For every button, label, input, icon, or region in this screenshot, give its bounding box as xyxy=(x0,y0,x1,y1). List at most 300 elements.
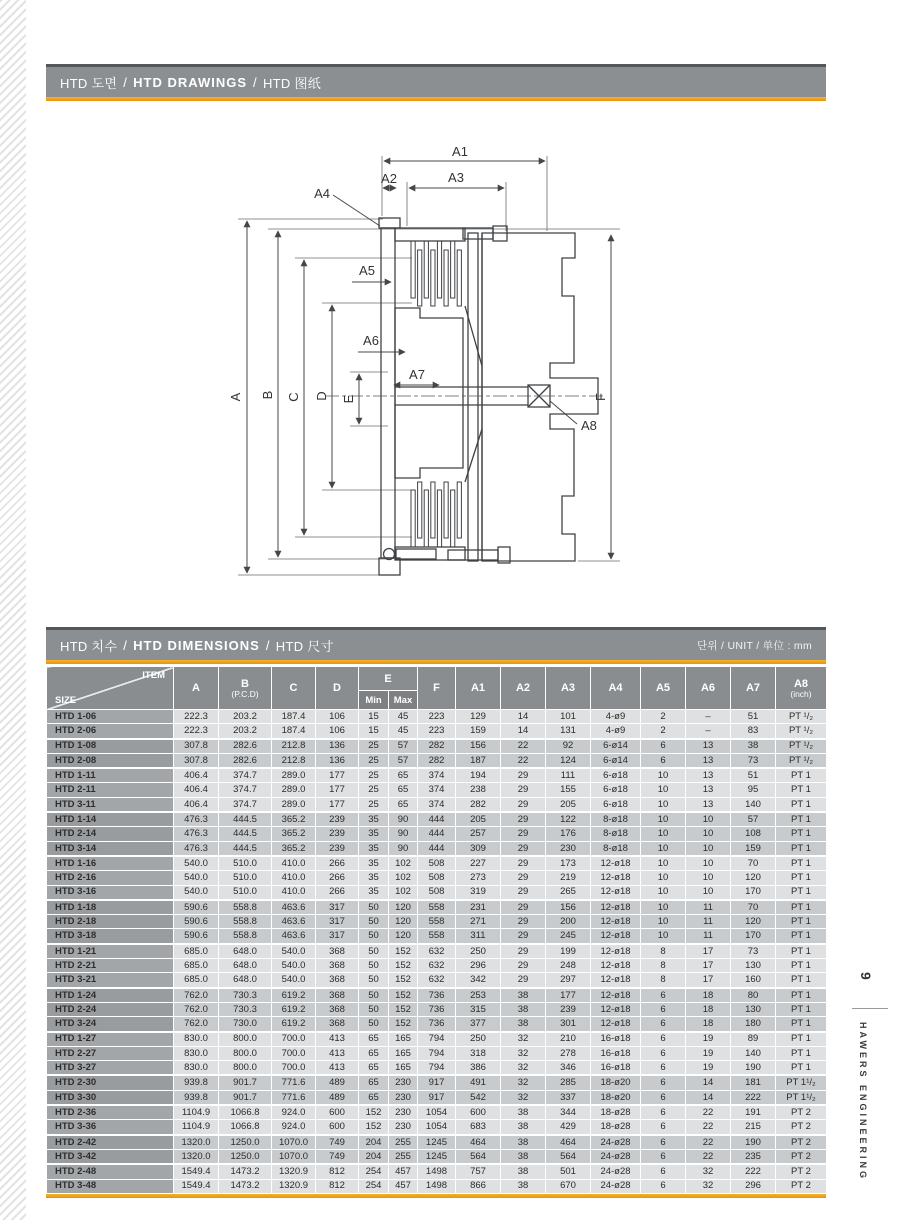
row-value-cell: 159 xyxy=(731,841,776,856)
row-value-cell: 222 xyxy=(731,1090,776,1105)
table-row xyxy=(47,871,827,885)
row-value-cell: 1473.2 xyxy=(219,1179,272,1193)
row-value-cell: 10 xyxy=(641,856,686,871)
separator: / xyxy=(265,637,270,653)
row-value-cell: 32 xyxy=(686,1164,731,1179)
row-value-cell: 917 xyxy=(418,1090,456,1105)
row-value-cell: 6 xyxy=(641,1105,686,1120)
row-value-cell: 165 xyxy=(389,1032,418,1047)
row-value-cell: 540.0 xyxy=(174,885,219,900)
dim-label-a1: A1 xyxy=(452,144,468,159)
row-value-cell: 140 xyxy=(731,797,776,812)
row-value-cell: 14 xyxy=(501,710,546,724)
row-value-cell: 203.2 xyxy=(219,710,272,724)
drawings-title-english: HTD DRAWINGS xyxy=(133,74,248,90)
row-value-cell: 32 xyxy=(501,1090,546,1105)
row-value-cell: 122 xyxy=(546,812,591,827)
row-value-cell: 307.8 xyxy=(174,739,219,754)
row-value-cell: 6 xyxy=(641,1075,686,1090)
row-value-cell: 24-ø28 xyxy=(591,1149,641,1164)
drawings-title-korean: HTD 도면 xyxy=(60,75,118,91)
row-size-label: HTD 1-21 xyxy=(47,944,174,959)
row-value-cell: PT 2 xyxy=(776,1179,827,1193)
dim-label-a6: A6 xyxy=(363,333,379,348)
row-value-cell: 13 xyxy=(686,753,731,768)
row-value-cell: PT 1 xyxy=(776,988,827,1003)
row-value-cell: 152 xyxy=(359,1105,389,1120)
row-value-cell: 130 xyxy=(731,959,776,973)
row-value-cell: 12-ø18 xyxy=(591,900,641,915)
table-row xyxy=(47,841,827,856)
table-row xyxy=(47,827,827,841)
row-value-cell: 464 xyxy=(546,1135,591,1150)
row-value-cell: 10 xyxy=(686,871,731,885)
row-value-cell: PT 1 xyxy=(776,871,827,885)
row-size-label: HTD 2-48 xyxy=(47,1164,174,1179)
row-value-cell: 19 xyxy=(686,1061,731,1076)
row-value-cell: 155 xyxy=(546,783,591,797)
separator: / xyxy=(123,637,128,653)
row-size-label: HTD 3-14 xyxy=(47,841,174,856)
row-value-cell: 29 xyxy=(501,768,546,783)
row-value-cell: 10 xyxy=(641,812,686,827)
row-value-cell: 29 xyxy=(501,827,546,841)
row-value-cell: 14 xyxy=(686,1075,731,1090)
row-value-cell: 6-ø18 xyxy=(591,783,641,797)
row-value-cell: 318 xyxy=(456,1046,501,1060)
table-row xyxy=(47,885,827,900)
row-value-cell: 38 xyxy=(501,1149,546,1164)
row-value-cell: 222.3 xyxy=(174,710,219,724)
row-value-cell: PT 1 xyxy=(776,1002,827,1016)
row-value-cell: 730.0 xyxy=(219,1017,272,1032)
table-row xyxy=(47,1149,827,1164)
row-value-cell: 136 xyxy=(316,739,359,754)
row-value-cell: 102 xyxy=(389,856,418,871)
row-value-cell: 1498 xyxy=(418,1179,456,1193)
row-value-cell: 70 xyxy=(731,856,776,871)
row-value-cell: 463.6 xyxy=(272,900,316,915)
row-value-cell: 90 xyxy=(389,841,418,856)
col-header-a1: A1 xyxy=(456,667,501,710)
row-size-label: HTD 1-18 xyxy=(47,900,174,915)
row-value-cell: 25 xyxy=(359,753,389,768)
row-value-cell: 301 xyxy=(546,1017,591,1032)
row-value-cell: 255 xyxy=(389,1149,418,1164)
row-value-cell: 18-ø28 xyxy=(591,1120,641,1135)
row-value-cell: 444 xyxy=(418,827,456,841)
col-header-a3: A3 xyxy=(546,667,591,710)
row-value-cell: 45 xyxy=(389,710,418,724)
table-row xyxy=(47,959,827,973)
left-hatch-stripe xyxy=(0,0,26,1220)
row-value-cell: 1245 xyxy=(418,1135,456,1150)
dim-label-f: F xyxy=(593,393,608,401)
row-value-cell: 444.5 xyxy=(219,827,272,841)
row-value-cell: 749 xyxy=(316,1149,359,1164)
row-value-cell: 463.6 xyxy=(272,915,316,929)
clutch-body-outline xyxy=(379,218,598,575)
row-value-cell: 1473.2 xyxy=(219,1164,272,1179)
row-value-cell: 600 xyxy=(316,1105,359,1120)
row-value-cell: 939.8 xyxy=(174,1075,219,1090)
row-value-cell: 924.0 xyxy=(272,1105,316,1120)
row-value-cell: 8 xyxy=(641,973,686,988)
table-row xyxy=(47,1179,827,1193)
row-value-cell: 368 xyxy=(316,988,359,1003)
row-value-cell: 812 xyxy=(316,1164,359,1179)
row-value-cell: 187.4 xyxy=(272,710,316,724)
row-value-cell: 8 xyxy=(641,959,686,973)
row-value-cell: 38 xyxy=(501,1135,546,1150)
row-value-cell: 632 xyxy=(418,959,456,973)
row-value-cell: 51 xyxy=(731,710,776,724)
row-value-cell: 10 xyxy=(641,797,686,812)
row-value-cell: 194 xyxy=(456,768,501,783)
row-value-cell: 1320.9 xyxy=(272,1164,316,1179)
row-value-cell: 170 xyxy=(731,885,776,900)
row-value-cell: 204 xyxy=(359,1149,389,1164)
row-value-cell: PT 1 xyxy=(776,885,827,900)
table-header xyxy=(47,667,827,710)
row-value-cell: 136 xyxy=(316,753,359,768)
row-value-cell: 222.3 xyxy=(174,724,219,739)
row-value-cell: 18 xyxy=(686,1017,731,1032)
separator: / xyxy=(123,74,128,90)
row-value-cell: 342 xyxy=(456,973,501,988)
row-value-cell: 4-ø9 xyxy=(591,724,641,739)
row-value-cell: 8-ø18 xyxy=(591,812,641,827)
row-value-cell: 14 xyxy=(686,1090,731,1105)
row-value-cell: 508 xyxy=(418,871,456,885)
row-value-cell: 205 xyxy=(546,797,591,812)
row-value-cell: 6 xyxy=(641,1149,686,1164)
row-value-cell: 38 xyxy=(501,1120,546,1135)
row-value-cell: 1104.9 xyxy=(174,1105,219,1120)
row-value-cell: 457 xyxy=(389,1164,418,1179)
table-row xyxy=(47,900,827,915)
row-value-cell: 8 xyxy=(641,944,686,959)
row-value-cell: 1320.0 xyxy=(174,1135,219,1150)
row-value-cell: 152 xyxy=(389,1017,418,1032)
row-value-cell: 632 xyxy=(418,973,456,988)
row-value-cell: 15 xyxy=(359,724,389,739)
row-value-cell: 540.0 xyxy=(272,959,316,973)
table-row xyxy=(47,710,827,724)
row-value-cell: 177 xyxy=(316,783,359,797)
row-value-cell: 6-ø18 xyxy=(591,768,641,783)
row-value-cell: 89 xyxy=(731,1032,776,1047)
row-value-cell: 65 xyxy=(359,1090,389,1105)
row-value-cell: 830.0 xyxy=(174,1061,219,1076)
row-value-cell: 191 xyxy=(731,1105,776,1120)
row-value-cell: 29 xyxy=(501,812,546,827)
row-value-cell: 1054 xyxy=(418,1105,456,1120)
row-value-cell: 6 xyxy=(641,1032,686,1047)
row-size-label: HTD 2-14 xyxy=(47,827,174,841)
col-header-e-max: Max xyxy=(389,691,418,710)
row-value-cell: 406.4 xyxy=(174,797,219,812)
row-value-cell: 12-ø18 xyxy=(591,944,641,959)
header-orange-rule xyxy=(46,660,826,664)
row-size-label: HTD 2-24 xyxy=(47,1002,174,1016)
row-value-cell: 8-ø18 xyxy=(591,827,641,841)
row-value-cell: 156 xyxy=(456,739,501,754)
dim-label-a4: A4 xyxy=(314,186,330,201)
row-value-cell: 282.6 xyxy=(219,753,272,768)
row-value-cell: 558 xyxy=(418,929,456,944)
row-value-cell: 337 xyxy=(546,1090,591,1105)
row-value-cell: PT 1 xyxy=(776,812,827,827)
row-size-label: HTD 2-08 xyxy=(47,753,174,768)
row-value-cell: 266 xyxy=(316,871,359,885)
row-value-cell: 203.2 xyxy=(219,724,272,739)
row-value-cell: 6 xyxy=(641,1046,686,1060)
row-value-cell: 12-ø18 xyxy=(591,856,641,871)
table-bottom-orange-rule xyxy=(46,1194,826,1198)
row-value-cell: 35 xyxy=(359,827,389,841)
row-value-cell: 235 xyxy=(731,1149,776,1164)
row-value-cell: 230 xyxy=(389,1120,418,1135)
row-value-cell: 177 xyxy=(316,797,359,812)
row-value-cell: 374.7 xyxy=(219,783,272,797)
row-value-cell: 65 xyxy=(359,1061,389,1076)
row-value-cell: 152 xyxy=(389,1002,418,1016)
row-value-cell: 429 xyxy=(546,1120,591,1135)
col-header-a: A xyxy=(174,667,219,710)
row-value-cell: 83 xyxy=(731,724,776,739)
table-row xyxy=(47,753,827,768)
row-size-label: HTD 2-18 xyxy=(47,915,174,929)
row-value-cell: 50 xyxy=(359,900,389,915)
table-row xyxy=(47,856,827,871)
row-value-cell: 24-ø28 xyxy=(591,1135,641,1150)
row-value-cell: 250 xyxy=(456,1032,501,1047)
row-value-cell: 800.0 xyxy=(219,1032,272,1047)
row-value-cell: PT 1 xyxy=(776,1046,827,1060)
row-value-cell: 319 xyxy=(456,885,501,900)
row-value-cell: 199 xyxy=(546,944,591,959)
row-value-cell: 12-ø18 xyxy=(591,929,641,944)
row-value-cell: 489 xyxy=(316,1075,359,1090)
row-value-cell: 736 xyxy=(418,988,456,1003)
row-value-cell: 794 xyxy=(418,1061,456,1076)
row-value-cell: 152 xyxy=(359,1120,389,1135)
row-value-cell: 683 xyxy=(456,1120,501,1135)
row-value-cell: 476.3 xyxy=(174,827,219,841)
row-value-cell: 8-ø18 xyxy=(591,841,641,856)
row-value-cell: 25 xyxy=(359,739,389,754)
row-value-cell: 368 xyxy=(316,973,359,988)
row-value-cell: 212.8 xyxy=(272,753,316,768)
row-value-cell: PT 1 xyxy=(776,900,827,915)
row-value-cell: 830.0 xyxy=(174,1046,219,1060)
row-value-cell: 10 xyxy=(641,783,686,797)
row-size-label: HTD 1-14 xyxy=(47,812,174,827)
row-size-label: HTD 2-27 xyxy=(47,1046,174,1060)
row-value-cell: 50 xyxy=(359,915,389,929)
row-value-cell: 227 xyxy=(456,856,501,871)
row-value-cell: 255 xyxy=(389,1135,418,1150)
row-value-cell: 130 xyxy=(731,1002,776,1016)
row-value-cell: PT 1 xyxy=(776,1032,827,1047)
row-value-cell: 757 xyxy=(456,1164,501,1179)
row-value-cell: 558.8 xyxy=(219,929,272,944)
row-value-cell: PT ¹/₂ xyxy=(776,739,827,754)
dim-label-a7: A7 xyxy=(409,367,425,382)
row-value-cell: PT 1 xyxy=(776,915,827,929)
row-value-cell: 38 xyxy=(731,739,776,754)
row-value-cell: 590.6 xyxy=(174,915,219,929)
row-value-cell: 540.0 xyxy=(272,944,316,959)
page-number: 9 xyxy=(858,972,874,980)
row-value-cell: 619.2 xyxy=(272,988,316,1003)
row-value-cell: 156 xyxy=(546,900,591,915)
row-value-cell: 285 xyxy=(546,1075,591,1090)
col-header-e-min: Min xyxy=(359,691,389,710)
col-header-e: E xyxy=(359,667,418,691)
row-value-cell: 866 xyxy=(456,1179,501,1193)
row-value-cell: 25 xyxy=(359,783,389,797)
row-value-cell: 19 xyxy=(686,1046,731,1060)
row-value-cell: 540.0 xyxy=(174,856,219,871)
row-value-cell: 29 xyxy=(501,929,546,944)
row-value-cell: 830.0 xyxy=(174,1032,219,1047)
row-value-cell: 374 xyxy=(418,783,456,797)
row-value-cell: 901.7 xyxy=(219,1075,272,1090)
row-size-label: HTD 2-11 xyxy=(47,783,174,797)
row-value-cell: 57 xyxy=(389,753,418,768)
row-value-cell: 92 xyxy=(546,739,591,754)
row-value-cell: 700.0 xyxy=(272,1061,316,1076)
row-value-cell: 6 xyxy=(641,1017,686,1032)
col-header-f: F xyxy=(418,667,456,710)
row-value-cell: 365.2 xyxy=(272,841,316,856)
row-value-cell: 413 xyxy=(316,1032,359,1047)
row-value-cell: 29 xyxy=(501,841,546,856)
row-value-cell: 239 xyxy=(546,1002,591,1016)
disc-stacks xyxy=(411,241,461,547)
row-value-cell: 410.0 xyxy=(272,871,316,885)
row-value-cell: 406.4 xyxy=(174,768,219,783)
row-value-cell: 558 xyxy=(418,900,456,915)
row-value-cell: 17 xyxy=(686,959,731,973)
row-value-cell: 205 xyxy=(456,812,501,827)
row-value-cell: 10 xyxy=(641,827,686,841)
row-value-cell: 70 xyxy=(731,900,776,915)
row-value-cell: 18-ø28 xyxy=(591,1105,641,1120)
row-value-cell: 73 xyxy=(731,944,776,959)
row-value-cell: 253 xyxy=(456,988,501,1003)
row-value-cell: 10 xyxy=(686,856,731,871)
row-value-cell: 282.6 xyxy=(219,739,272,754)
row-value-cell: 10 xyxy=(641,885,686,900)
dimensions-title-english: HTD DIMENSIONS xyxy=(133,637,260,653)
row-value-cell: 248 xyxy=(546,959,591,973)
row-value-cell: 600 xyxy=(316,1120,359,1135)
row-value-cell: 311 xyxy=(456,929,501,944)
row-value-cell: 406.4 xyxy=(174,783,219,797)
dim-label-c: C xyxy=(286,392,301,402)
row-value-cell: 10 xyxy=(686,827,731,841)
row-size-label: HTD 1-27 xyxy=(47,1032,174,1047)
row-value-cell: 35 xyxy=(359,885,389,900)
row-value-cell: 101 xyxy=(546,710,591,724)
dim-label-b: B xyxy=(260,390,275,400)
row-value-cell: 16-ø18 xyxy=(591,1061,641,1076)
row-value-cell: 1549.4 xyxy=(174,1179,219,1193)
table-row xyxy=(47,1046,827,1060)
row-size-label: HTD 3-36 xyxy=(47,1120,174,1135)
row-value-cell: 29 xyxy=(501,871,546,885)
row-value-cell: 1250.0 xyxy=(219,1135,272,1150)
htd-cross-section-drawing xyxy=(130,138,650,608)
row-value-cell: 15 xyxy=(359,710,389,724)
row-value-cell: 230 xyxy=(389,1075,418,1090)
row-value-cell: 476.3 xyxy=(174,841,219,856)
row-value-cell: 29 xyxy=(501,885,546,900)
row-value-cell: 17 xyxy=(686,944,731,959)
row-value-cell: 120 xyxy=(389,929,418,944)
row-value-cell: 444.5 xyxy=(219,841,272,856)
row-value-cell: PT 1 xyxy=(776,959,827,973)
row-value-cell: 16-ø18 xyxy=(591,1032,641,1047)
row-value-cell: 18 xyxy=(686,988,731,1003)
sidebar-divider xyxy=(852,1008,888,1009)
row-value-cell: 590.6 xyxy=(174,929,219,944)
row-value-cell: 106 xyxy=(316,724,359,739)
row-value-cell: 176 xyxy=(546,827,591,841)
row-value-cell: 73 xyxy=(731,753,776,768)
row-value-cell: 619.2 xyxy=(272,1002,316,1016)
table-row xyxy=(47,1135,827,1150)
row-value-cell: 463.6 xyxy=(272,929,316,944)
dimensions-section-header xyxy=(46,627,826,664)
row-value-cell: 800.0 xyxy=(219,1046,272,1060)
row-value-cell: 4-ø9 xyxy=(591,710,641,724)
row-value-cell: 111 xyxy=(546,768,591,783)
row-value-cell: 6-ø14 xyxy=(591,753,641,768)
row-value-cell: 1498 xyxy=(418,1164,456,1179)
row-value-cell: 368 xyxy=(316,1017,359,1032)
table-row xyxy=(47,768,827,783)
row-value-cell: 10 xyxy=(686,841,731,856)
row-value-cell: 700.0 xyxy=(272,1046,316,1060)
row-value-cell: 685.0 xyxy=(174,973,219,988)
row-value-cell: 10 xyxy=(641,841,686,856)
row-value-cell: 129 xyxy=(456,710,501,724)
row-value-cell: 685.0 xyxy=(174,944,219,959)
row-value-cell: 120 xyxy=(389,915,418,929)
row-value-cell: 365.2 xyxy=(272,827,316,841)
row-size-label: HTD 1-08 xyxy=(47,739,174,754)
row-value-cell: 65 xyxy=(389,783,418,797)
row-value-cell: 12-ø18 xyxy=(591,959,641,973)
row-value-cell: 29 xyxy=(501,944,546,959)
row-size-label: HTD 3-16 xyxy=(47,885,174,900)
row-size-label: HTD 3-27 xyxy=(47,1061,174,1076)
row-value-cell: 50 xyxy=(359,1002,389,1016)
row-value-cell: 346 xyxy=(546,1061,591,1076)
row-value-cell: 2 xyxy=(641,710,686,724)
row-value-cell: 365.2 xyxy=(272,812,316,827)
row-value-cell: 368 xyxy=(316,1002,359,1016)
row-value-cell: PT 1 xyxy=(776,944,827,959)
corner-item-size-cell xyxy=(47,667,174,710)
row-value-cell: 230 xyxy=(389,1090,418,1105)
row-value-cell: 65 xyxy=(359,1075,389,1090)
row-value-cell: 12-ø18 xyxy=(591,1002,641,1016)
